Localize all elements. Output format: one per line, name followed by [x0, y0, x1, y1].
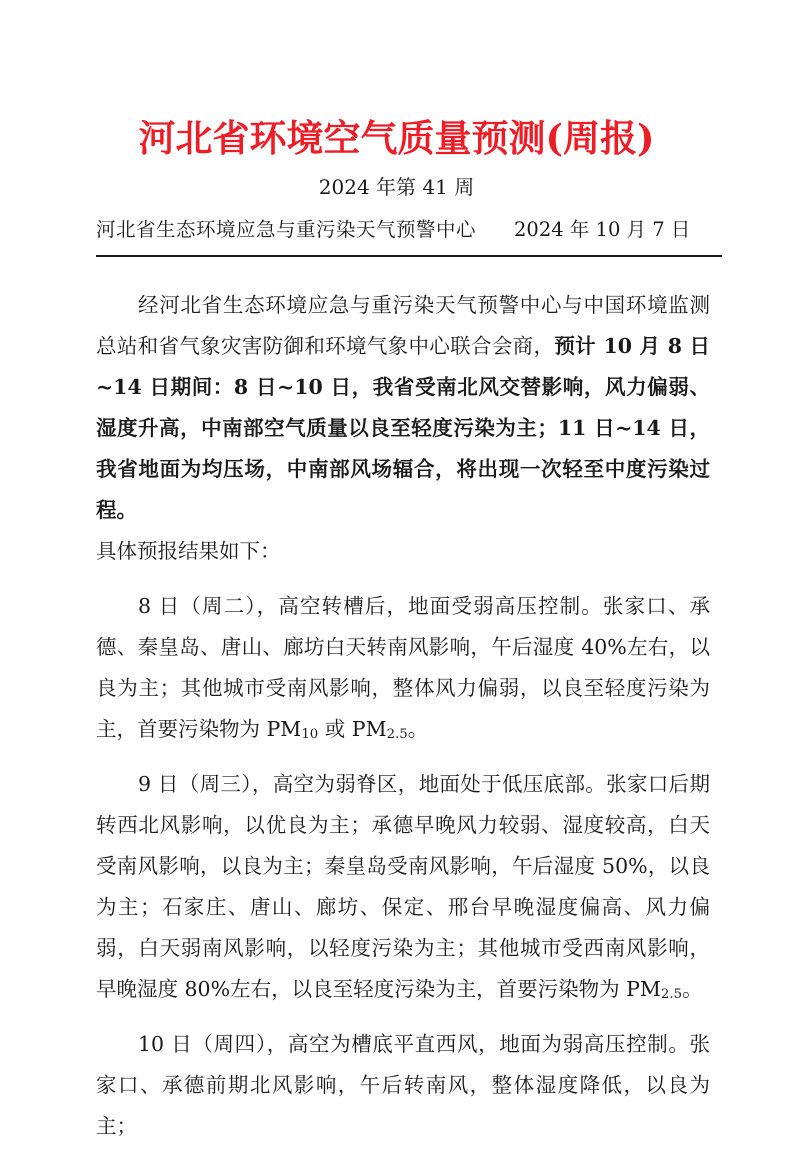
day-text: 。	[407, 717, 429, 741]
intro-paragraph	[96, 285, 710, 572]
day-text: 10 日（周四），高空为槽底平直西风，地面为弱高压控制。张家口、承德前期北风影响，午后转南风，整体湿度降低，以良为主；	[96, 1032, 710, 1138]
intro-forecast-summary: 预计 10 月 8 日~14 日期间：8 日~10 日，我省受南北风交替影响，风力偏弱、湿度升高，中南部空气质量以良至轻度污染为主；11 日~14 日，我省地面为均压场，中南部风场辐合，将出现一次轻至中度污染过程。	[96, 334, 710, 522]
day-forecast-paragraph	[96, 586, 710, 750]
header-divider	[96, 255, 722, 257]
pm-subscript: 2.5	[660, 986, 683, 1002]
pm-subscript: 2.5	[386, 726, 408, 742]
day-text: 。	[682, 977, 703, 1001]
pm-subscript: 10	[301, 726, 319, 742]
day-forecast-paragraph	[96, 764, 710, 1010]
intro-tail: 具体预报结果如下：	[96, 539, 281, 563]
issuer-name: 河北省生态环境应急与重污染天气预警中心	[96, 218, 477, 241]
day-text: 或 PM	[318, 717, 387, 741]
issuer-row	[96, 215, 722, 245]
issue-date: 2024 年 10 月 7 日	[514, 218, 691, 241]
issue-number: 2024 年第 41 周	[318, 175, 475, 199]
day-text: 9 日（周三），高空为弱脊区，地面处于低压底部。张家口后期转西北风影响，以优良为主；承德早晚风力较弱、湿度较高，白天受南风影响，以良为主；秦皇岛受南风影响，午后湿度 50%，以良为主；石家庄、唐山、廊坊、保定、邢台早晚湿度偏高、风力偏弱，白天弱南风影响，以轻度污染为主；其他城市受西南风影响，早晚湿度 80%左右，以良至轻度污染为主，首要污染物为 PM	[96, 772, 710, 1001]
report-title: 河北省环境空气质量预测(周报)	[138, 116, 655, 160]
report-body	[96, 285, 710, 1161]
intro-lead: 经河北省生态环境应急与重污染天气预警中心与中国环境监测总站和省气象灾害防御和环境气象中心联合会商，	[96, 293, 710, 358]
day-text: 8 日（周二），高空转槽后，地面受弱高压控制。张家口、承德、秦皇岛、唐山、廊坊白天转南风影响，午后湿度 40%左右，以良为主；其他城市受南风影响，整体风力偏弱，以良至轻度污染为主，首要污染物为 PM	[96, 594, 710, 741]
day-forecast-paragraph	[96, 1024, 710, 1147]
